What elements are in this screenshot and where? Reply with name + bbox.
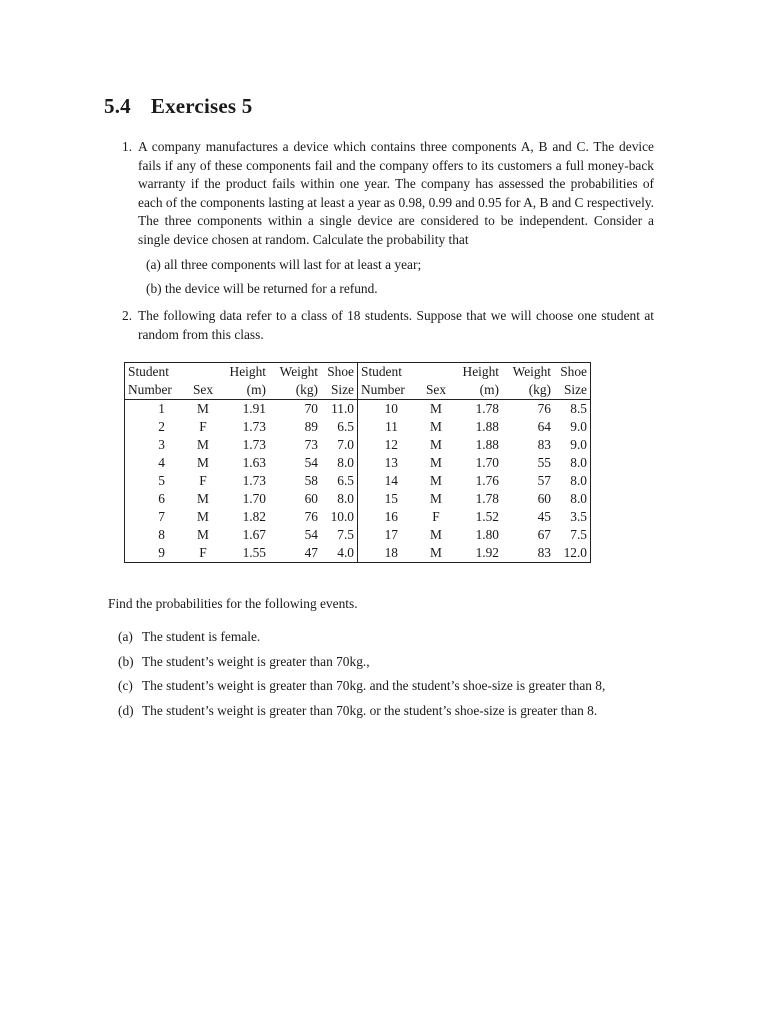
- table-cell: M: [430, 419, 442, 434]
- part-label: (d): [118, 702, 134, 718]
- header-cell: (kg): [269, 381, 321, 400]
- table-row: [125, 400, 591, 419]
- exercise-1-part-a: [146, 256, 421, 275]
- table-cell: 9.0: [570, 437, 587, 452]
- exercise-1-label: 1.: [122, 139, 133, 154]
- header-cell: [187, 363, 219, 382]
- table-cell: 1.80: [475, 527, 499, 542]
- find-instruction: Find the probabilities for the following events.: [108, 596, 358, 611]
- part-label: (a): [118, 629, 133, 644]
- header-cell: Number: [358, 381, 421, 400]
- exercise-2-part-c: [118, 677, 605, 696]
- table-cell: 1.78: [475, 401, 499, 416]
- header-cell: Size: [554, 381, 591, 400]
- table-cell: M: [197, 455, 209, 470]
- table-row: [125, 544, 591, 563]
- exercise-2-part-d: [118, 702, 605, 721]
- table-cell: 1.73: [242, 473, 266, 488]
- table-cell: M: [430, 455, 442, 470]
- header-cell: Size: [321, 381, 358, 400]
- table-cell: 57: [537, 473, 551, 488]
- table-cell: 6.5: [321, 418, 358, 436]
- table-row: [125, 436, 591, 454]
- table-cell: M: [197, 401, 209, 416]
- table-cell: 11.0: [321, 400, 358, 419]
- table-header-row: [125, 363, 591, 382]
- table-cell: 70: [304, 401, 318, 416]
- table-cell: 1.73: [242, 419, 266, 434]
- table-cell: F: [199, 473, 207, 488]
- table-cell: 1.76: [475, 473, 499, 488]
- table-cell: 1.73: [242, 437, 266, 452]
- table-row: [125, 490, 591, 508]
- table-cell: 7: [158, 509, 165, 524]
- part-label: (a): [146, 257, 161, 272]
- exercise-1: [122, 138, 654, 250]
- table-cell: 8.0: [570, 455, 587, 470]
- table-cell: 4: [158, 455, 165, 470]
- table-cell: 1.78: [475, 491, 499, 506]
- table-cell: 8: [158, 527, 165, 542]
- table-body: [125, 400, 591, 563]
- table-cell: 17: [384, 527, 398, 542]
- exercise-2-label: 2.: [122, 308, 133, 323]
- table-cell: 60: [537, 491, 551, 506]
- table-cell: 1.92: [475, 545, 499, 560]
- exercise-1-part-b: [146, 280, 421, 299]
- table-cell: 60: [304, 491, 318, 506]
- table-cell: 3.5: [570, 509, 587, 524]
- table-cell: 5: [158, 473, 165, 488]
- part-text: The student’s weight is greater than 70kg. or the student’s shoe-size is greater than 8.: [142, 702, 598, 718]
- table-cell: 58: [304, 473, 318, 488]
- header-cell: Weight: [512, 364, 551, 379]
- part-text: all three components will last for at least a year;: [164, 257, 422, 272]
- header-cell: [420, 363, 452, 382]
- table-cell: M: [197, 491, 209, 506]
- table-cell: 1.91: [242, 401, 266, 416]
- table-cell: M: [430, 545, 442, 560]
- table-cell: 1.55: [242, 545, 266, 560]
- table-cell: 18: [384, 545, 398, 560]
- table-cell: 7.5: [321, 526, 358, 544]
- table-cell: M: [430, 473, 442, 488]
- part-text: The student’s weight is greater than 70kg. and the student’s shoe-size is greater than 8,: [142, 678, 606, 694]
- part-label: (c): [118, 678, 133, 694]
- table-cell: 12: [384, 437, 398, 452]
- table-cell: 6.5: [321, 472, 358, 490]
- exercise-2: [122, 307, 654, 344]
- table-cell: 73: [304, 437, 318, 452]
- header-cell: Height: [229, 364, 266, 379]
- table-cell: 8.5: [570, 401, 587, 416]
- table-row: [125, 526, 591, 544]
- table-cell: 1.70: [475, 455, 499, 470]
- table-cell: 1.63: [242, 455, 266, 470]
- part-text: the device will be returned for a refund.: [164, 280, 378, 296]
- table-cell: 3: [158, 437, 165, 452]
- table-cell: 55: [537, 455, 551, 470]
- table-cell: 14: [384, 473, 398, 488]
- table-row: [125, 508, 591, 526]
- table-cell: 1.52: [475, 509, 499, 524]
- table-cell: 4.0: [321, 544, 358, 563]
- table-cell: 9: [158, 545, 165, 560]
- exercise-2-part-a: [118, 628, 605, 647]
- table-cell: 13: [384, 455, 398, 470]
- exercise-2-text: The following data refer to a class of 18 students. Suppose that we will choose one student at random from this class.: [138, 308, 654, 342]
- table-cell: 64: [537, 419, 551, 434]
- table-cell: 54: [304, 455, 318, 470]
- part-text: The student’s weight is greater than 70kg.,: [142, 653, 370, 669]
- header-cell: (m): [219, 381, 269, 400]
- header-cell: Sex: [420, 381, 452, 400]
- header-cell: Shoe: [560, 364, 587, 379]
- header-cell: Weight: [279, 364, 318, 379]
- table-cell: 89: [304, 419, 318, 434]
- exercise-1-text: A company manufactures a device which contains three components A, B and C. The device fails if any of these components fail and the company offers to its customers a full money-back warranty if the product fails within one year. The company has assessed the probabilities of each of the components lasting at least a year as 0.98, 0.99 and 0.95 for A, B and C respectively. The three components within a single device are considered to be independent. Consider a single device chosen at random. Calculate the probability that: [138, 139, 654, 247]
- header-cell: (kg): [502, 381, 554, 400]
- table-cell: 6: [158, 491, 165, 506]
- table-cell: 16: [384, 509, 398, 524]
- table-cell: 8.0: [321, 454, 358, 472]
- table-cell: M: [430, 491, 442, 506]
- table-cell: 11: [385, 419, 398, 434]
- table-cell: 45: [537, 509, 551, 524]
- table-cell: 7.0: [321, 436, 358, 454]
- table-cell: 8.0: [570, 473, 587, 488]
- exercise-2-parts: [118, 628, 605, 726]
- table-cell: F: [199, 419, 207, 434]
- table-cell: 10: [384, 401, 398, 416]
- table-cell: M: [197, 527, 209, 542]
- header-cell: Student: [361, 364, 402, 379]
- table-cell: F: [199, 545, 207, 560]
- header-cell: Height: [462, 364, 499, 379]
- section-title: Exercises 5: [150, 94, 253, 118]
- header-cell: Number: [125, 381, 188, 400]
- table-cell: 1.88: [475, 419, 499, 434]
- table-cell: M: [430, 527, 442, 542]
- table-cell: 1.70: [242, 491, 266, 506]
- table-cell: 1: [158, 401, 165, 416]
- table-cell: 47: [304, 545, 318, 560]
- table-cell: F: [432, 509, 440, 524]
- table-cell: 54: [304, 527, 318, 542]
- header-cell: Student: [128, 364, 169, 379]
- table-cell: 1.88: [475, 437, 499, 452]
- table-cell: 8.0: [321, 490, 358, 508]
- table-cell: M: [197, 509, 209, 524]
- table-cell: 67: [537, 527, 551, 542]
- table-cell: 2: [158, 419, 165, 434]
- table-cell: 76: [537, 401, 551, 416]
- section-number: 5.4: [104, 94, 131, 118]
- table-cell: 83: [537, 437, 551, 452]
- part-label: (b): [146, 280, 162, 296]
- part-text: The student is female.: [142, 629, 261, 644]
- exercise-2-part-b: [118, 653, 605, 672]
- exercise-1-parts: [146, 256, 421, 303]
- table-row: [125, 472, 591, 490]
- header-cell: Sex: [187, 381, 219, 400]
- header-cell: Shoe: [321, 363, 358, 382]
- table-cell: 12.0: [563, 545, 587, 560]
- student-data-table: [124, 362, 591, 563]
- table-cell: 76: [304, 509, 318, 524]
- table-cell: 8.0: [570, 491, 587, 506]
- table-row: [125, 454, 591, 472]
- table-cell: M: [430, 401, 442, 416]
- table-cell: 7.5: [570, 527, 587, 542]
- table-cell: 9.0: [570, 419, 587, 434]
- table-row: [125, 418, 591, 436]
- table-header-row: [125, 381, 591, 400]
- section-heading: [104, 94, 252, 119]
- table-cell: M: [197, 437, 209, 452]
- table-cell: 83: [537, 545, 551, 560]
- table-cell: 15: [384, 491, 398, 506]
- table-cell: 1.82: [242, 509, 266, 524]
- header-cell: (m): [452, 381, 502, 400]
- part-label: (b): [118, 653, 134, 669]
- table-cell: 1.67: [242, 527, 266, 542]
- table-cell: 10.0: [321, 508, 358, 526]
- table-cell: M: [430, 437, 442, 452]
